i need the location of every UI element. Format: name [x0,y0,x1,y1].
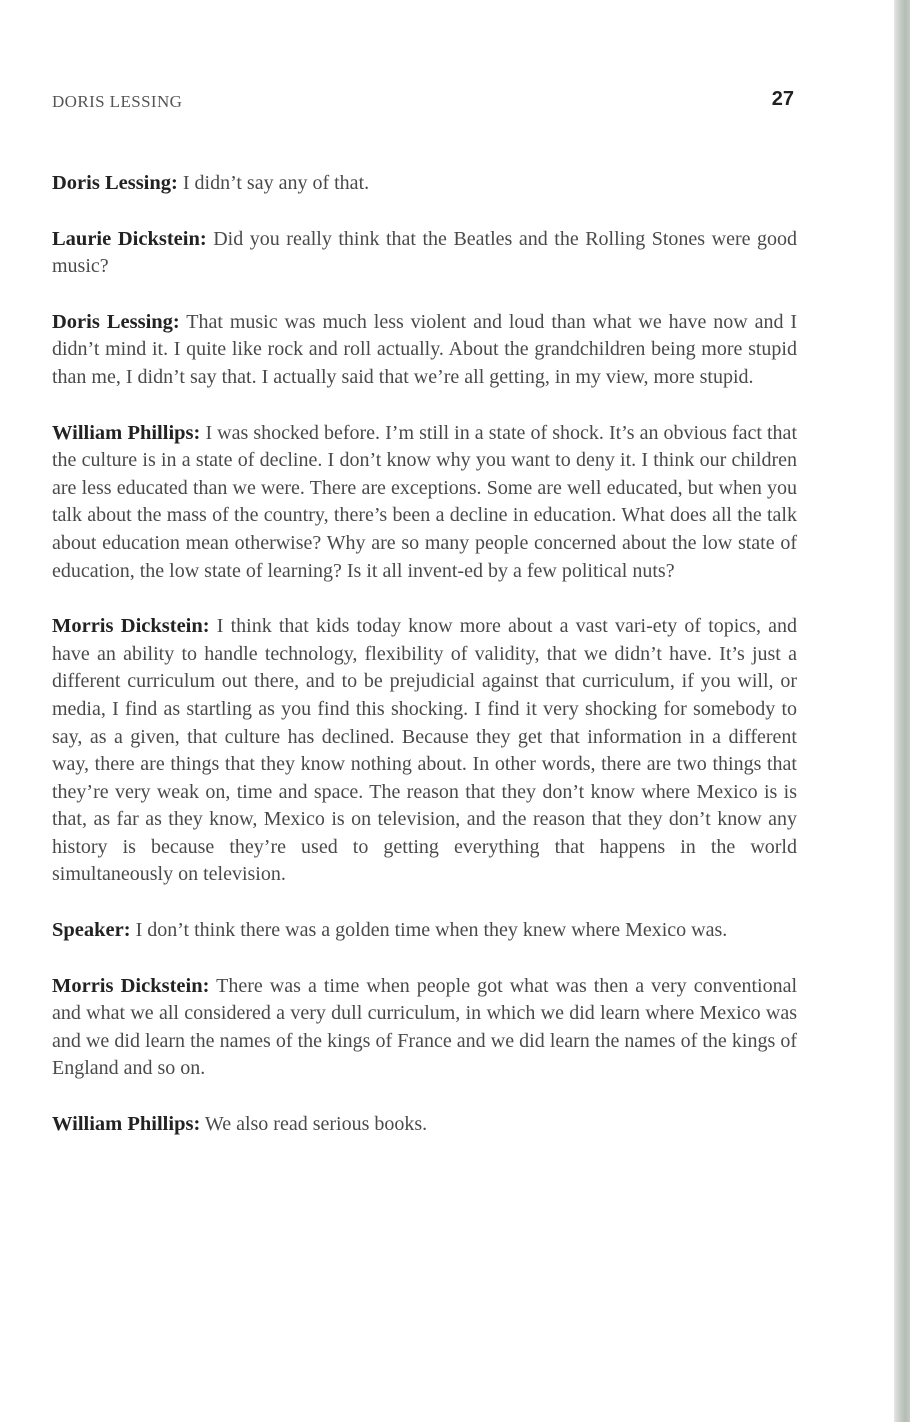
dialogue-paragraph [52,170,797,198]
dialogue-paragraph [52,917,797,945]
speaker-name: Laurie Dickstein: [52,227,207,250]
speaker-name: Speaker: [52,919,131,942]
dialogue-paragraph [52,613,797,889]
dialogue-paragraph [52,420,797,586]
dialogue-text: There was a time when people got what was then a very conventional and what we all considered a very dull curriculum, in which we did learn where Mexico was and we did learn the names of the kings of France and we did learn the names of the kings of England and so on. [52,974,798,1080]
speaker-name: William Phillips: [52,421,201,444]
dialogue-paragraph [52,1111,797,1139]
dialogue-text: Did you really think that the Beatles and the Rolling Stones were good music? [52,227,798,278]
page-number: 27 [771,88,794,110]
dialogue-paragraph [52,973,797,1083]
speaker-name: Morris Dickstein: [52,615,210,638]
page-body [52,170,797,1167]
speaker-name: Doris Lessing: [52,310,180,333]
dialogue-text: I don’t think there was a golden time when they knew where Mexico was. [135,919,728,942]
speaker-name: William Phillips: [52,1113,201,1136]
dialogue-paragraph [52,309,797,392]
page-edge [894,0,910,1422]
dialogue-text: We also read serious books. [204,1113,428,1136]
speaker-name: Doris Lessing: [52,172,178,194]
speaker-name: Morris Dickstein: [52,974,210,997]
dialogue-text: I was shocked before. I’m still in a state of shock. It’s an obvious fact that the culture is in a state of decline. I don’t know why you want to deny it. I think our children are less educated than we were. There are exceptions. Some are well educated, but when you talk about the mass of the country, there’s been a decline in education. What does all the talk about education mean otherwise? Why are so many people concerned about the low state of education, the low state of learning? Is it all invent-ed by a few political nuts? [52,421,797,582]
dialogue-text: I think that kids today know more about a vast vari-ety of topics, and have an ability to handle technology, flexibility of validity, that we didn’t have. It’s just a different curriculum out there, and to be prejudicial against that curriculum, if you will, or media, I find as startling as you find this shocking. I find it very shocking for somebody to say, as a given, that culture has declined. Because they get that information in a different way, there are things that they know nothing about. In other words, there are two things that they’re very weak on, time and space. The reason that they don’t know where Mexico is is that, as far as they know, Mexico is on television, and the reason that they don’t know any history is because they’re used to getting everything that happens in the world simultaneously on television. [52,615,798,886]
dialogue-text: That music was much less violent and loud than what we have now and I didn’t mind it. I quite like rock and roll actually. About the grandchildren being more stupid than me, I didn’t say that. I actually said that we’re all getting, in my view, more stupid. [52,310,798,388]
dialogue-paragraph [52,226,797,281]
running-head: DORIS LESSING [52,92,183,111]
dialogue-text: I didn’t say any of that. [182,172,370,194]
